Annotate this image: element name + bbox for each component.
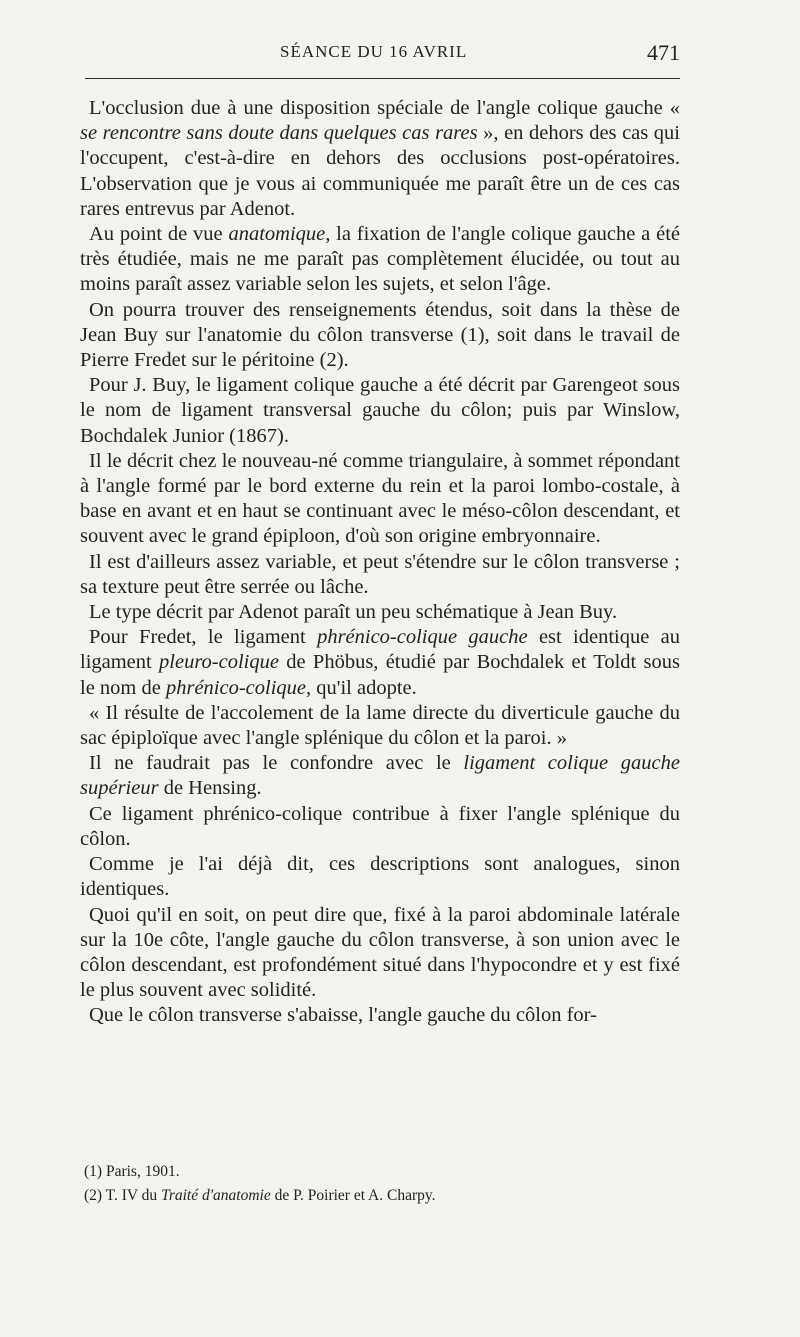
footnote-2: (2) T. IV du Traité d'anatomie de P. Poirier et A. Charpy. (84, 1187, 436, 1204)
paragraph-8: Pour Fredet, le ligament phrénico-colique gauche est identique au ligament pleuro-colique de Phöbus, étudié par Bochdalek et Toldt sous le nom de phrénico-colique, qu'il adopte. (80, 626, 681, 699)
paragraph-5: Il le décrit chez le nouveau-né comme triangulaire, à sommet répondant à l'angle formé par le bord externe du rein et la paroi lombo-costale, à base en avant et en haut se continuant avec le méso-côlon descendant, et souvent avec le grand épiploon, d'où son origine embryonnaire. (80, 449, 680, 548)
paragraph-13: Quoi qu'il en soit, on peut dire que, fixé à la paroi abdominale latérale sur la 10e côte, l'angle gauche du côlon transverse, à son union avec le côlon descendant, est profondément situé dans l'hypocondre et y est fixé le plus souvent avec solidité. (80, 903, 680, 1002)
header-rule (85, 78, 680, 79)
paragraph-1: L'occlusion due à une disposition spéciale de l'angle colique gauche « se rencontre sans doute dans quelques cas rares », en dehors des cas qui l'occupent, c'est-à-dire en dehors des occlusions post-opératoires. L'observation que je vous ai communiquée me paraît être un de ces cas rares entrevus par Adenot. (80, 97, 681, 220)
paragraph-7: Le type décrit par Adenot paraît un peu schématique à Jean Buy. (89, 601, 618, 624)
paragraph-11: Ce ligament phrénico-colique contribue à fixer l'angle splénique du côlon. (80, 802, 680, 850)
paragraph-12: Comme je l'ai déjà dit, ces descriptions sont analogues, sinon identiques. (80, 853, 680, 901)
paragraph-9: « Il résulte de l'accolement de la lame directe du diverticule gauche du sac épiploïque avec l'angle splénique du côlon et la paroi. » (80, 701, 680, 750)
paragraph-2: Au point de vue anatomique, la fixation de l'angle colique gauche a été très étudiée, mais ne me paraît pas complètement élucidée, ou tout au moins paraît assez variable selon les sujets, et selon l'âge. (80, 223, 680, 296)
paragraph-3: On pourra trouver des renseignements étendus, soit dans la thèse de Jean Buy sur l'anatomie du côlon transverse (1), soit dans le travail de Pierre Fredet sur le péritoine (2). (80, 298, 680, 372)
header-title: SÉANCE DU 16 AVRIL (280, 42, 468, 61)
footnote-1: (1) Paris, 1901. (84, 1163, 180, 1180)
paragraph-6: Il est d'ailleurs assez variable, et peut s'étendre sur le côlon transverse ; sa texture peut être serrée ou lâche. (80, 550, 680, 598)
body-text (80, 96, 680, 1029)
running-header (80, 40, 680, 68)
footnotes (80, 1160, 680, 1208)
paragraph-10: Il ne faudrait pas le confondre avec le ligament colique gauche supérieur de Hensing. (80, 752, 680, 800)
paragraph-14: Que le côlon transverse s'abaisse, l'angle gauche du côlon for- (89, 1004, 597, 1027)
paragraph-4: Pour J. Buy, le ligament colique gauche a été décrit par Garengeot sous le nom de ligament transversal gauche du côlon; puis par Winslow, Bochdalek Junior (1867). (80, 374, 680, 447)
page-number: 471 (647, 40, 680, 65)
